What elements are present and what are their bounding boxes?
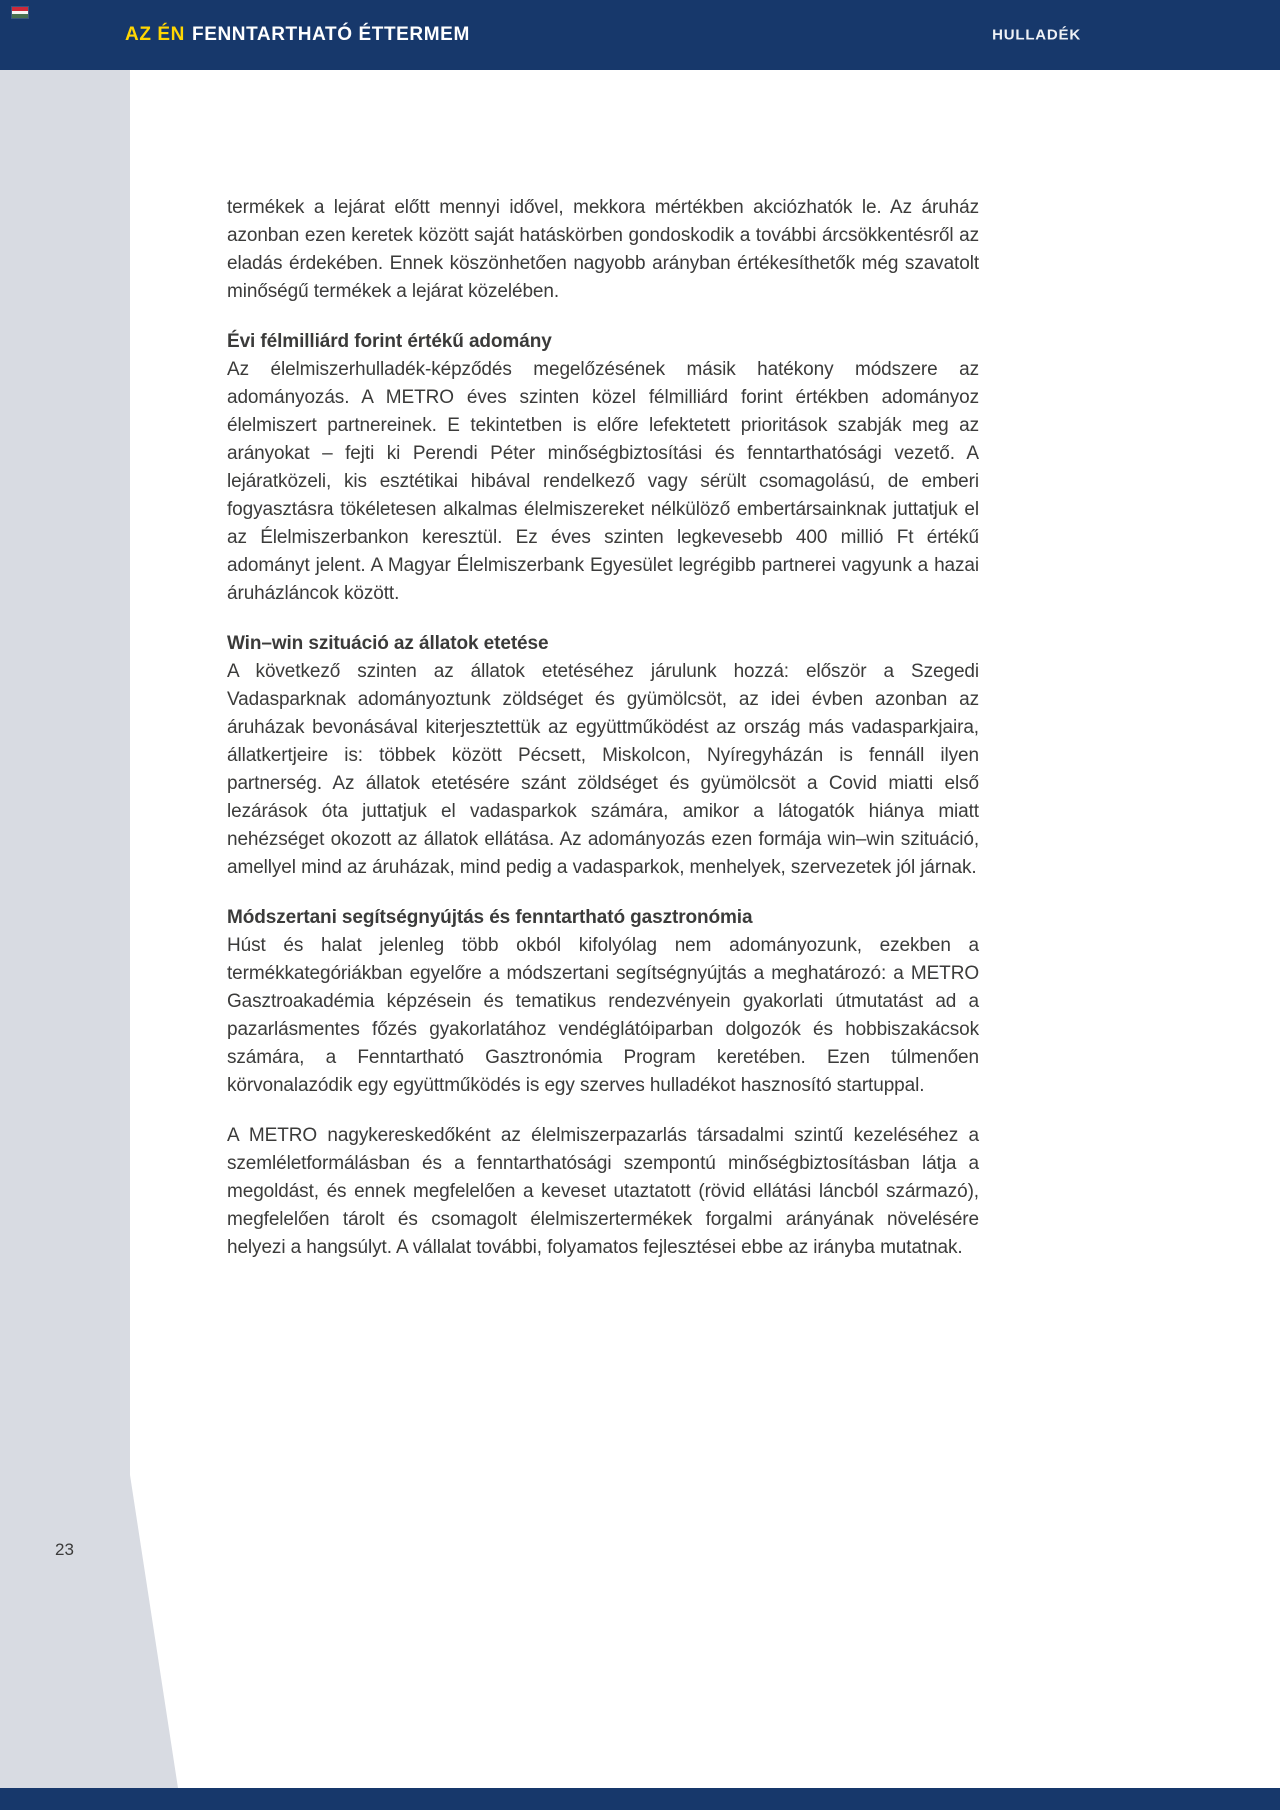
left-sidebar-panel <box>0 70 182 1788</box>
article-content <box>227 194 979 1262</box>
section-body: A következő szinten az állatok etetéséhez járulunk hozzá: először a Szegedi Vadasparknak adományoztunk zöldséget és gyümölcsöt, az idei évben azonban az áruházak bevonásával kiterjesztettük az együttműködést az ország más vadasparkjaira, állatkertjeire is: többek között Pécsett, Miskolcon, Nyíregyházán is fennáll ilyen partnerség. Az állatok etetésére szánt zöldséget és gyümölcsöt a Covid miatti első lezárások óta juttatjuk el vadasparkok számára, amikor a látogatók hiánya miatt nehézséget okozott az állatok ellátása. Az adományozás ezen formája win–win szituáció, amellyel mind az áruházak, mind pedig a vadasparkok, menhelyek, szervezetek jól járnak. <box>227 661 979 878</box>
section-donation <box>227 328 979 608</box>
header-section-label: HULLADÉK <box>992 26 1081 44</box>
paragraph-intro: termékek a lejárat előtt mennyi idővel, mekkora mértékben akciózhatók le. Az áruház azonban ezen keretek között saját hatáskörben gondoskodik a további árcsökkentésről az eladás érdekében. Ennek köszönhetően nagyobb arányban értékesíthetők még szavatolt minőségű termékek a lejárat közelében. <box>227 197 979 302</box>
section-body: Húst és halat jelenleg több okból kifolyólag nem adományozunk, ezekben a termékkategóriákban egyelőre a módszertani segítségnyújtás a meghatározó: a METRO Gasztroakadémia képzésein és tematikus rendezvényein gyakorlati útmutatást ad a pazarlásmentes főzés gyakorlatához vendéglátóiparban dolgozók és hobbiszakácsok számára, a Fenntartható Gasztronómia Program keretében. Ezen túlmenően körvonalazódik egy együttműködés is egy szerves hulladékot hasznosító startuppal. <box>227 935 979 1096</box>
header-bar <box>0 0 1280 70</box>
section-body: Az élelmiszerhulladék-képződés megelőzésének másik hatékony módszere az adományozás. A METRO éves szinten közel félmilliárd forint értékben adományoz élelmiszert partnereinek. E tekintetben is előre lefektetett prioritások szabják meg az arányokat – fejti ki Perendi Péter minőségbiztosítási és fenntarthatósági vezető. A lejáratközeli, kis esztétikai hibával rendelkező vagy sérült csomagolású, de emberi fogyasztásra tökéletesen alkalmas élelmiszereket nélkülöző embertársainknak juttatjuk el az Élelmiszerbankon keresztül. Ez éves szinten legkevesebb 400 millió Ft értékű adományt jelent. A Magyar Élelmiszerbank Egyesület legrégibb partnerei vagyunk a hazai áruházláncok között. <box>227 359 979 604</box>
section-methodology <box>227 904 979 1100</box>
section-winwin <box>227 630 979 882</box>
document-title-rest: FENNTARTHATÓ ÉTTERMEM <box>192 24 470 45</box>
footer-bar <box>0 1788 1280 1810</box>
paragraph-closing: A METRO nagykereskedőként az élelmiszerpazarlás társadalmi szintű kezeléséhez a szemléletformálásban és a fenntarthatósági szempontú minőségbiztosításban látja a megoldást, és ennek megfelelően a keveset utaztatott (rövid ellátási láncból származó), megfelelően tárolt és csomagolt élelmiszertermékek forgalmi arányának növelésére helyezi a hangsúlyt. A vállalat további, folyamatos fejlesztései ebbe az irányba mutatnak. <box>227 1125 979 1258</box>
page-number: 23 <box>55 1540 74 1559</box>
document-title <box>125 24 470 46</box>
section-closing <box>227 1122 979 1262</box>
section-heading: Módszertani segítségnyújtás és fenntartható gasztronómia <box>227 907 753 928</box>
hungary-flag-icon <box>12 7 28 18</box>
section-heading: Évi félmilliárd forint értékű adomány <box>227 331 552 352</box>
section-heading: Win–win szituáció az állatok etetése <box>227 633 549 654</box>
document-title-highlight: AZ ÉN <box>125 24 185 45</box>
